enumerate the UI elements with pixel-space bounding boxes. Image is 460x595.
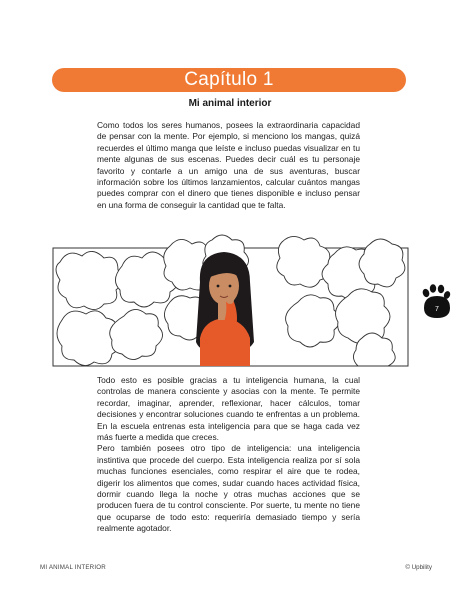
footer-book-title: MI ANIMAL INTERIOR — [40, 564, 106, 571]
intro-text: Como todos los seres humanos, posees la extraordinaria capacidad de pensar con la mente. Por ejemplo, si menciono los mangas, quizá recuerdes el último manga que leíste e incluso puedas visualizar en tu mente algunas de sus escenas. Puedes decir cuál es tu personaje favorito y contarle a un amigo una de sus aventuras, buscar información sobre los últimos lanzamientos, calcular cuántos mangas puedes comprar con el dinero que tienes disponible e incluso pensar en una forma de conseguir la cantidad que te falta. — [97, 120, 360, 210]
thinking-girl-illustration — [52, 232, 409, 372]
page-number: 7 — [435, 306, 439, 313]
section-title: Mi animal interior — [188, 98, 272, 109]
body-paragraphs — [97, 375, 360, 535]
girl-figure — [196, 252, 254, 366]
chapter-banner — [52, 68, 406, 92]
footer-copyright: © Upbility — [405, 564, 432, 571]
chapter-title: Capítulo 1 — [184, 69, 274, 90]
second-paragraph: Todo esto es posible gracias a tu inteligencia humana, la cual controlas de manera consciente y asocias con la mente. Te permite recordar, imaginar, aprender, reflexionar, hacer cálculos, tomar decisiones y encontrar soluciones cuando te enfrentas a un problema. En la escuela entrenas esta inteligencia para que se haga cada vez más fuerte a medida que creces. — [97, 375, 360, 443]
paw-page-badge — [420, 284, 452, 318]
third-paragraph: Pero también posees otro tipo de inteligencia: una inteligencia instintiva que procede del cuerpo. Esta inteligencia realiza por sí sola muchas funciones esenciales, como respirar el aire que te rodea, digerir los alimentos que comes, sudar cuando haces actividad física, dormir cuando llega la noche y otras muchas acciones que se producen fuera de tu control consciente. Por suerte, tu mente no tiene que ocuparse de todo esto: requeriría demasiado tiempo y sería realmente agotador. — [97, 443, 360, 534]
intro-paragraph — [97, 120, 360, 211]
